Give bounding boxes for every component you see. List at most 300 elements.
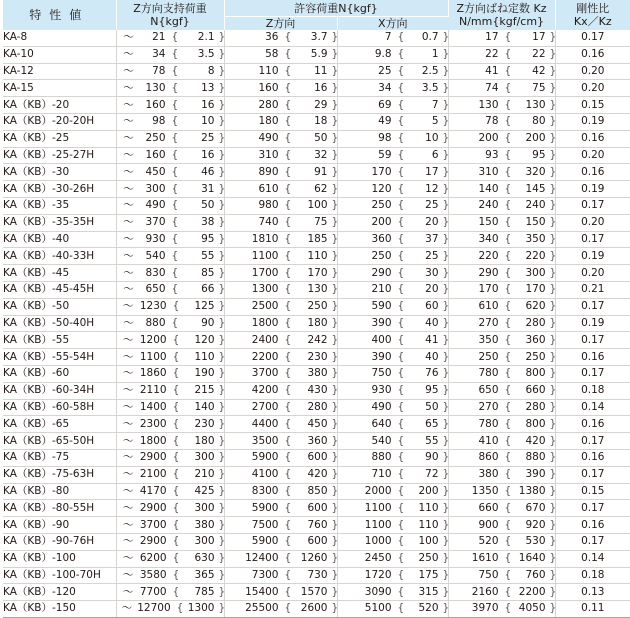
stiffness-ratio-cell: 0.17 [555, 231, 630, 248]
z-allowable-n: 110 [258, 64, 279, 77]
brace-close: } [331, 568, 339, 581]
x-allowable-n: 98 [378, 132, 392, 145]
support-load-n: 2900 [139, 451, 167, 464]
brace-open: { [397, 367, 405, 380]
brace-open: { [397, 451, 405, 464]
spring-constant-kgf: 880 [525, 451, 546, 464]
brace-open: { [397, 417, 405, 430]
support-load-n: 1400 [139, 400, 167, 413]
z-allowable-n: 2400 [251, 333, 279, 346]
spring-constant-kgf: 420 [525, 434, 546, 447]
brace-open: { [171, 165, 179, 178]
brace-close: } [549, 283, 557, 296]
model-cell: KA（KB）-100-70H [3, 567, 116, 584]
support-load-kgf: 16 [201, 98, 215, 111]
stiffness-ratio-cell: 0.17 [555, 500, 630, 517]
brace-open: { [504, 182, 512, 195]
spring-constant-n: 270 [478, 400, 499, 413]
x-allowable-cell [337, 517, 448, 534]
model-cell: KA（KB）-35-35H [3, 214, 116, 231]
table-row [3, 416, 630, 433]
brace-close: } [218, 283, 226, 296]
model-cell: KA（KB）-50 [3, 298, 116, 315]
support-load-kgf: 85 [201, 266, 215, 279]
brace-open: { [504, 350, 512, 363]
spring-constant-n: 900 [478, 518, 499, 531]
spring-constant-cell [448, 63, 555, 80]
brace-open: { [504, 400, 512, 413]
x-allowable-kgf: 72 [425, 468, 439, 481]
tilde-mark: ～ [122, 333, 134, 346]
table-row [3, 483, 630, 500]
support-load-n: 130 [145, 81, 166, 94]
brace-close: } [331, 434, 339, 447]
brace-close: } [442, 535, 450, 548]
brace-close: } [218, 602, 226, 615]
brace-close: } [218, 249, 226, 262]
spring-constant-kgf: 300 [525, 266, 546, 279]
brace-close: } [549, 48, 557, 61]
spring-constant-cell [448, 517, 555, 534]
table-row [3, 533, 630, 550]
stiffness-ratio-cell: 0.17 [555, 30, 630, 46]
spring-constant-cell [448, 483, 555, 500]
brace-open: { [284, 31, 292, 44]
brace-close: } [442, 417, 450, 430]
x-allowable-n: 1000 [364, 535, 392, 548]
support-load-n: 2110 [139, 384, 167, 397]
spring-constant-cell [448, 399, 555, 416]
brace-close: } [442, 115, 450, 128]
spring-constant-cell [448, 231, 555, 248]
tilde-mark: ～ [123, 115, 134, 128]
spring-constant-kgf: 150 [525, 216, 546, 229]
x-allowable-kgf: 1 [431, 48, 439, 61]
x-allowable-cell [337, 197, 448, 214]
z-allowable-n: 180 [258, 115, 279, 128]
x-allowable-cell [337, 349, 448, 366]
x-allowable-kgf: 7 [431, 98, 439, 111]
stiffness-ratio-cell: 0.15 [555, 483, 630, 500]
spring-constant-n: 22 [485, 48, 499, 61]
brace-close: } [218, 350, 226, 363]
support-load-n: 490 [145, 199, 166, 212]
x-allowable-kgf: 2.5 [421, 64, 439, 77]
stiffness-ratio-cell: 0.16 [555, 130, 630, 147]
brace-open: { [172, 300, 180, 313]
brace-close: } [218, 31, 226, 44]
support-load-cell [116, 164, 224, 181]
x-allowable-cell [337, 601, 448, 618]
x-allowable-kgf: 37 [425, 232, 439, 245]
stiffness-ratio-cell: 0.16 [555, 349, 630, 366]
spring-constant-cell [448, 214, 555, 231]
support-load-kgf: 230 [194, 417, 215, 430]
brace-open: { [284, 199, 292, 212]
z-allowable-kgf: 75 [314, 216, 328, 229]
x-allowable-n: 5100 [364, 602, 392, 615]
x-allowable-cell [337, 181, 448, 198]
brace-open: { [504, 48, 512, 61]
brace-open: { [284, 568, 292, 581]
z-allowable-n: 3500 [251, 434, 279, 447]
support-load-cell [116, 365, 224, 382]
support-load-cell [116, 332, 224, 349]
spring-constant-cell [448, 584, 555, 601]
support-load-cell [116, 181, 224, 198]
spring-constant-kgf: 240 [525, 199, 546, 212]
brace-open: { [504, 31, 512, 44]
stiffness-ratio-cell: 0.19 [555, 315, 630, 332]
z-allowable-kgf: 280 [307, 400, 328, 413]
header-support-title: Z方向支持荷重 [133, 2, 207, 15]
z-allowable-kgf: 18 [314, 115, 328, 128]
x-allowable-cell [337, 433, 448, 450]
z-allowable-kgf: 32 [314, 148, 328, 161]
brace-close: } [442, 283, 450, 296]
z-allowable-kgf: 2600 [300, 602, 328, 615]
tilde-mark: ～ [123, 148, 134, 161]
table-row [3, 130, 630, 147]
spring-constant-cell [448, 197, 555, 214]
z-allowable-kgf: 450 [307, 417, 328, 430]
x-allowable-n: 930 [371, 384, 392, 397]
tilde-mark: ～ [123, 232, 134, 245]
brace-open: { [397, 350, 405, 363]
z-allowable-n: 890 [258, 165, 279, 178]
model-cell: KA（KB）-150 [3, 601, 116, 618]
tilde-mark: ～ [123, 81, 134, 94]
x-allowable-kgf: 315 [418, 585, 439, 598]
stiffness-ratio-cell: 0.11 [555, 601, 630, 618]
support-load-cell [116, 63, 224, 80]
brace-open: { [171, 199, 179, 212]
brace-open: { [284, 216, 292, 229]
x-allowable-cell [337, 248, 448, 265]
brace-open: { [284, 451, 292, 464]
support-load-kgf: 215 [194, 384, 215, 397]
model-cell: KA（KB）-45-45H [3, 281, 116, 298]
support-load-n: 34 [152, 48, 166, 61]
brace-open: { [284, 232, 292, 245]
table-row [3, 30, 630, 46]
x-allowable-n: 390 [371, 316, 392, 329]
model-cell: KA（KB）-120 [3, 584, 116, 601]
brace-open: { [171, 266, 179, 279]
header-allowable-load: 許容荷重N{kgf} [224, 0, 448, 17]
brace-open: { [504, 518, 512, 531]
spring-constant-cell [448, 181, 555, 198]
table-row [3, 584, 630, 601]
brace-open: { [397, 333, 405, 346]
support-load-cell [116, 584, 224, 601]
z-allowable-kgf: 11 [314, 64, 328, 77]
z-allowable-kgf: 600 [307, 451, 328, 464]
tilde-mark: ～ [123, 64, 134, 77]
z-allowable-cell [224, 164, 337, 181]
support-load-cell [116, 113, 224, 130]
brace-close: } [218, 266, 226, 279]
brace-close: } [442, 216, 450, 229]
stiffness-ratio-cell: 0.14 [555, 550, 630, 567]
x-allowable-n: 49 [378, 115, 392, 128]
brace-open: { [504, 300, 512, 313]
brace-close: } [218, 98, 226, 111]
z-allowable-cell [224, 181, 337, 198]
brace-close: } [549, 468, 557, 481]
brace-close: } [331, 249, 339, 262]
brace-open: { [397, 216, 405, 229]
spring-constant-cell [448, 164, 555, 181]
z-allowable-kgf: 180 [307, 316, 328, 329]
brace-open: { [397, 300, 405, 313]
support-load-cell [116, 30, 224, 46]
spring-constant-cell [448, 416, 555, 433]
brace-close: } [331, 199, 339, 212]
model-cell: KA（KB）-25 [3, 130, 116, 147]
table-row [3, 550, 630, 567]
support-load-kgf: 120 [194, 333, 215, 346]
table-row [3, 298, 630, 315]
brace-close: } [331, 552, 339, 565]
x-allowable-kgf: 25 [425, 199, 439, 212]
z-allowable-cell [224, 113, 337, 130]
x-allowable-kgf: 3.5 [421, 81, 439, 94]
brace-open: { [504, 148, 512, 161]
z-allowable-kgf: 62 [314, 182, 328, 195]
brace-open: { [171, 132, 179, 145]
brace-close: } [442, 316, 450, 329]
model-cell: KA（KB）-50-40H [3, 315, 116, 332]
x-allowable-kgf: 17 [425, 165, 439, 178]
spring-constant-n: 3970 [471, 602, 499, 615]
spring-constant-cell [448, 315, 555, 332]
x-allowable-n: 120 [371, 182, 392, 195]
table-row [3, 214, 630, 231]
support-load-cell [116, 349, 224, 366]
brace-close: } [218, 552, 226, 565]
brace-close: } [442, 249, 450, 262]
stiffness-ratio-cell: 0.17 [555, 533, 630, 550]
brace-open: { [284, 484, 292, 497]
support-load-kgf: 110 [194, 350, 215, 363]
header-spring-unit: N/mm{kgf/cm} [458, 15, 545, 28]
z-allowable-cell [224, 466, 337, 483]
model-cell: KA（KB）-90 [3, 517, 116, 534]
z-allowable-cell [224, 30, 337, 46]
z-allowable-kgf: 130 [307, 283, 328, 296]
brace-close: } [442, 199, 450, 212]
brace-close: } [442, 48, 450, 61]
z-allowable-cell [224, 517, 337, 534]
header-ratio-unit: Kx／Kz [573, 15, 612, 28]
support-load-kgf: 190 [194, 367, 215, 380]
support-load-kgf: 8 [207, 64, 215, 77]
brace-open: { [284, 384, 292, 397]
brace-close: } [549, 81, 557, 94]
model-cell: KA（KB）-40-33H [3, 248, 116, 265]
spring-constant-n: 350 [478, 333, 499, 346]
table-row [3, 113, 630, 130]
x-allowable-cell [337, 399, 448, 416]
x-allowable-n: 250 [371, 249, 392, 262]
header-spring-title: Z方向ばね定数 Kz [456, 2, 547, 15]
x-allowable-kgf: 175 [418, 568, 439, 581]
stiffness-ratio-cell: 0.19 [555, 181, 630, 198]
brace-open: { [172, 535, 180, 548]
brace-close: } [331, 232, 339, 245]
brace-open: { [504, 98, 512, 111]
table-row [3, 500, 630, 517]
stiffness-ratio-cell: 0.17 [555, 298, 630, 315]
support-load-cell [116, 248, 224, 265]
brace-open: { [504, 417, 512, 430]
spring-constant-cell [448, 550, 555, 567]
support-load-kgf: 300 [194, 451, 215, 464]
x-allowable-cell [337, 80, 448, 97]
brace-open: { [284, 316, 292, 329]
spring-constant-n: 74 [485, 81, 499, 94]
spring-constant-n: 150 [478, 216, 499, 229]
brace-close: } [331, 316, 339, 329]
support-load-n: 2100 [139, 468, 167, 481]
spring-constant-kgf: 760 [525, 568, 546, 581]
support-load-n: 3700 [139, 518, 167, 531]
table-row [3, 365, 630, 382]
z-allowable-kgf: 760 [307, 518, 328, 531]
x-allowable-n: 1100 [364, 518, 392, 531]
brace-open: { [284, 115, 292, 128]
model-cell: KA（KB）-30-26H [3, 181, 116, 198]
brace-open: { [504, 232, 512, 245]
spring-constant-cell [448, 533, 555, 550]
model-cell: KA（KB）-80 [3, 483, 116, 500]
spring-constant-n: 290 [478, 266, 499, 279]
support-load-kgf: 140 [194, 400, 215, 413]
stiffness-ratio-cell: 0.16 [555, 164, 630, 181]
brace-close: } [549, 585, 557, 598]
brace-close: } [218, 367, 226, 380]
spring-constant-kgf: 360 [525, 333, 546, 346]
brace-open: { [284, 367, 292, 380]
spring-constant-kgf: 280 [525, 400, 546, 413]
table-row [3, 197, 630, 214]
model-cell: KA（KB）-90-76H [3, 533, 116, 550]
support-load-kgf: 125 [194, 300, 215, 313]
brace-close: } [549, 400, 557, 413]
brace-close: } [442, 81, 450, 94]
stiffness-ratio-cell: 0.20 [555, 214, 630, 231]
z-allowable-kgf: 242 [307, 333, 328, 346]
brace-close: } [549, 350, 557, 363]
model-cell: KA（KB）-75-63H [3, 466, 116, 483]
brace-open: { [397, 64, 405, 77]
z-allowable-cell [224, 147, 337, 164]
z-allowable-kgf: 185 [307, 232, 328, 245]
tilde-mark: ～ [122, 384, 134, 397]
tilde-mark: ～ [122, 585, 134, 598]
brace-close: } [331, 518, 339, 531]
table-row [3, 433, 630, 450]
x-allowable-kgf: 5 [431, 115, 439, 128]
brace-close: } [331, 451, 339, 464]
spring-constant-cell [448, 30, 555, 46]
brace-close: } [442, 31, 450, 44]
spring-constant-n: 270 [478, 316, 499, 329]
spring-constant-cell [448, 365, 555, 382]
brace-open: { [171, 232, 179, 245]
brace-close: } [331, 266, 339, 279]
stiffness-ratio-cell: 0.20 [555, 63, 630, 80]
x-allowable-cell [337, 315, 448, 332]
brace-open: { [284, 350, 292, 363]
support-load-cell [116, 281, 224, 298]
x-allowable-kgf: 20 [425, 216, 439, 229]
z-allowable-n: 280 [258, 98, 279, 111]
x-allowable-cell [337, 63, 448, 80]
x-allowable-n: 1720 [364, 568, 392, 581]
brace-close: } [549, 316, 557, 329]
support-load-n: 21 [152, 31, 166, 44]
x-allowable-cell [337, 449, 448, 466]
brace-close: } [549, 98, 557, 111]
spring-constant-n: 250 [478, 350, 499, 363]
brace-open: { [172, 585, 180, 598]
x-allowable-kgf: 55 [425, 434, 439, 447]
z-allowable-kgf: 600 [307, 501, 328, 514]
z-allowable-cell [224, 231, 337, 248]
spring-constant-n: 220 [478, 249, 499, 262]
brace-close: } [549, 115, 557, 128]
z-allowable-cell [224, 248, 337, 265]
spring-constant-kgf: 800 [525, 417, 546, 430]
x-allowable-n: 1100 [364, 501, 392, 514]
z-allowable-kgf: 91 [314, 165, 328, 178]
x-allowable-n: 540 [371, 434, 392, 447]
brace-open: { [504, 81, 512, 94]
z-allowable-n: 5900 [251, 535, 279, 548]
brace-close: } [331, 216, 339, 229]
support-load-kgf: 31 [201, 182, 215, 195]
x-allowable-n: 750 [371, 367, 392, 380]
x-allowable-cell [337, 483, 448, 500]
x-allowable-cell [337, 382, 448, 399]
brace-open: { [397, 384, 405, 397]
brace-close: } [218, 81, 226, 94]
z-allowable-n: 980 [258, 199, 279, 212]
brace-close: } [218, 333, 226, 346]
spring-constant-kgf: 1640 [518, 552, 546, 565]
support-load-n: 12700 [137, 602, 171, 615]
brace-open: { [171, 81, 179, 94]
spring-constant-kgf: 350 [525, 232, 546, 245]
brace-open: { [284, 400, 292, 413]
x-allowable-kgf: 200 [418, 484, 439, 497]
tilde-mark: ～ [123, 316, 134, 329]
spring-constant-n: 17 [485, 31, 499, 44]
brace-open: { [397, 31, 405, 44]
support-load-kgf: 3.5 [197, 48, 215, 61]
z-allowable-cell [224, 567, 337, 584]
brace-close: } [442, 148, 450, 161]
brace-close: } [218, 232, 226, 245]
z-allowable-kgf: 360 [307, 434, 328, 447]
support-load-cell [116, 466, 224, 483]
z-allowable-kgf: 600 [307, 535, 328, 548]
support-load-kgf: 380 [194, 518, 215, 531]
support-load-n: 930 [145, 232, 166, 245]
support-load-n: 300 [145, 182, 166, 195]
